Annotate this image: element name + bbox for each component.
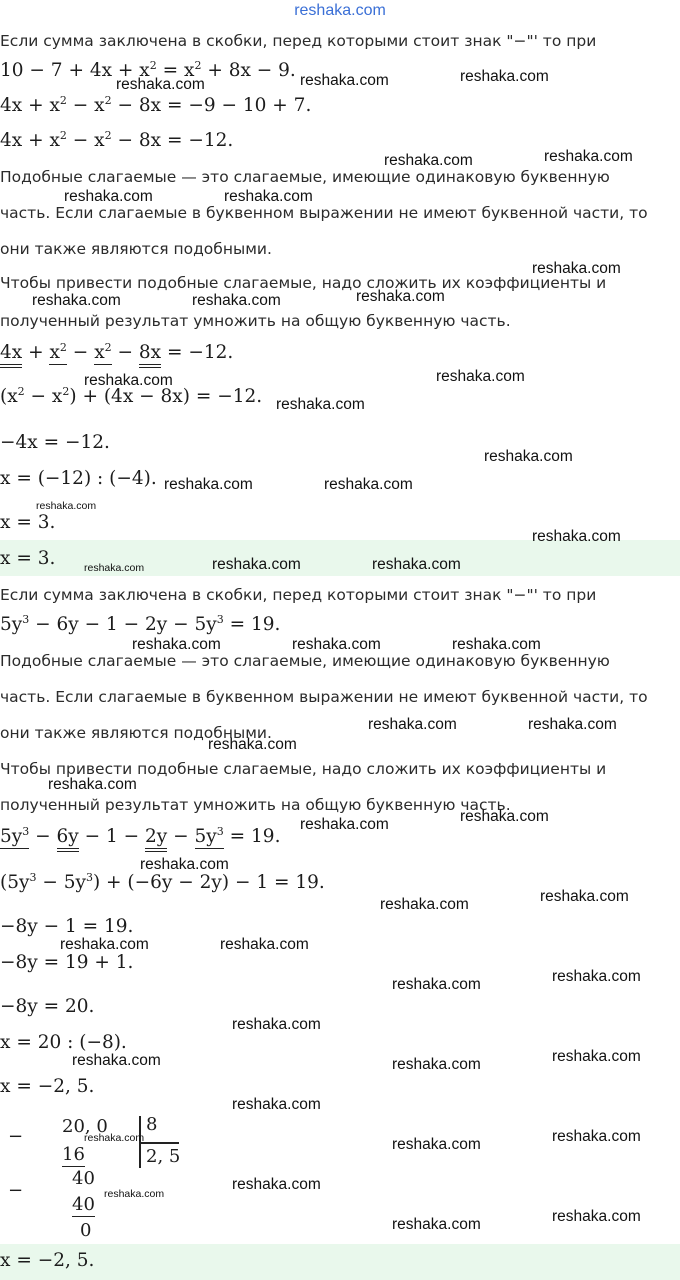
site-header-link[interactable]: reshaka.com	[294, 2, 386, 19]
watermark: reshaka.com	[452, 636, 541, 653]
similar-terms2-text-3: они также являются подобными.	[0, 724, 272, 742]
watermark: reshaka.com	[212, 556, 301, 573]
watermark: reshaka.com	[220, 936, 309, 953]
similar-terms-text-2: часть. Если слагаемые в буквенном выражении не имеют буквенной части, то	[0, 204, 648, 222]
watermark: reshaka.com	[104, 1188, 165, 1200]
step2-line-5: x = −2, 5.	[0, 1076, 95, 1097]
similar-terms2-text-1: Подобные слагаемые — это слагаемые, имеющие одинаковую буквенную	[0, 652, 610, 670]
watermark: reshaka.com	[140, 856, 229, 873]
watermark: reshaka.com	[224, 188, 313, 205]
watermark: reshaka.com	[460, 808, 549, 825]
step2-line-2: −8y = 19 + 1.	[0, 952, 134, 973]
watermark: reshaka.com	[300, 816, 389, 833]
watermark: reshaka.com	[36, 500, 97, 512]
watermark: reshaka.com	[324, 476, 413, 493]
watermark: reshaka.com	[384, 152, 473, 169]
watermark: reshaka.com	[84, 1132, 145, 1144]
watermark: reshaka.com	[60, 936, 149, 953]
equation2-line-1: $5y^3 - 6y - 1 - 2y - 5y^3 = 19$.	[0, 613, 281, 635]
division-minus-2: −	[8, 1180, 24, 1201]
underlined-equation: $4x + x^2 - x^2 - 8x = -12$.	[0, 342, 233, 363]
watermark: reshaka.com	[116, 76, 205, 93]
equation-line-3: $4x + x^2 - x^2 - 8x = -12$.	[0, 129, 234, 151]
step2-line-1: −8y − 1 = 19.	[0, 916, 134, 937]
watermark: reshaka.com	[484, 448, 573, 465]
underlined-equation-2: $5y^3 - 6y - 1 - 2y - 5y^3 = 19$.	[0, 826, 280, 847]
watermark: reshaka.com	[460, 68, 549, 85]
bring-terms-text-1: Чтобы привести подобные слагаемые, надо сложить их коэффициенты и	[0, 274, 607, 292]
division-divisor: 8	[146, 1114, 158, 1135]
division-divisor-line	[139, 1142, 179, 1144]
watermark: reshaka.com	[368, 716, 457, 733]
watermark: reshaka.com	[552, 1208, 641, 1225]
similar-terms2-text-2: часть. Если слагаемые в буквенном выражении не имеют буквенной части, то	[0, 688, 648, 706]
watermark: reshaka.com	[552, 1128, 641, 1145]
watermark: reshaka.com	[72, 1052, 161, 1069]
watermark: reshaka.com	[84, 372, 173, 389]
watermark: reshaka.com	[532, 528, 621, 545]
watermark: reshaka.com	[436, 368, 525, 385]
watermark: reshaka.com	[552, 1048, 641, 1065]
watermark: reshaka.com	[392, 1216, 481, 1233]
rule-intro-text-2: Если сумма заключена в скобки, перед которыми стоит знак "−"' то при	[0, 586, 597, 604]
answer-2: x = −2, 5.	[0, 1250, 95, 1271]
watermark: reshaka.com	[380, 896, 469, 913]
division-quotient: 2, 5	[146, 1146, 181, 1167]
watermark: reshaka.com	[232, 1016, 321, 1033]
watermark: reshaka.com	[292, 636, 381, 653]
answer-band-2	[0, 1244, 680, 1280]
step-line-2: x = (−12) : (−4).	[0, 468, 157, 489]
watermark: reshaka.com	[392, 976, 481, 993]
division-subtrahend-1: 16	[62, 1144, 85, 1165]
rule-intro-text: Если сумма заключена в скобки, перед которыми стоит знак "−"' то при	[0, 32, 597, 50]
watermark: reshaka.com	[392, 1136, 481, 1153]
equation-line-1: $10 - 7 + 4x + x^2 = x^2 + 8x - 9$.	[0, 59, 296, 81]
watermark: reshaka.com	[48, 776, 137, 793]
watermark: reshaka.com	[372, 556, 461, 573]
watermark: reshaka.com	[540, 888, 629, 905]
watermark: reshaka.com	[64, 188, 153, 205]
watermark: reshaka.com	[276, 396, 365, 413]
watermark: reshaka.com	[356, 288, 445, 305]
division-minus-1: −	[8, 1126, 24, 1147]
watermark: reshaka.com	[232, 1176, 321, 1193]
step2-line-3: −8y = 20.	[0, 996, 95, 1017]
bring-terms2-text-2: полученный результат умножить на общую буквенную часть.	[0, 796, 511, 814]
watermark: reshaka.com	[164, 476, 253, 493]
division-subtrahend-2: 40	[72, 1194, 95, 1215]
watermark: reshaka.com	[544, 148, 633, 165]
watermark: reshaka.com	[132, 636, 221, 653]
bring-terms2-text-1: Чтобы привести подобные слагаемые, надо сложить их коэффициенты и	[0, 760, 607, 778]
similar-terms-text-3: они также являются подобными.	[0, 240, 272, 258]
watermark: reshaka.com	[300, 72, 389, 89]
grouped-equation: $(x^2 - x^2) + (4x - 8x) = -12$.	[0, 385, 263, 407]
bring-terms-text-2: полученный результат умножить на общую буквенную часть.	[0, 312, 511, 330]
division-remainder-2: 0	[80, 1220, 92, 1241]
watermark: reshaka.com	[532, 260, 621, 277]
step2-line-4: x = 20 : (−8).	[0, 1032, 127, 1053]
similar-terms-text-1: Подобные слагаемые — это слагаемые, имеющие одинаковую буквенную	[0, 168, 610, 186]
watermark: reshaka.com	[528, 716, 617, 733]
step-line-1: −4x = −12.	[0, 432, 110, 453]
watermark: reshaka.com	[208, 736, 297, 753]
watermark: reshaka.com	[84, 562, 145, 574]
watermark: reshaka.com	[232, 1096, 321, 1113]
division-dividend: 20, 0	[62, 1116, 108, 1137]
grouped-equation-2: $(5y^3 - 5y^3) + (-6y - 2y) - 1 = 19$.	[0, 871, 325, 893]
answer-1: x = 3.	[0, 548, 56, 569]
watermark: reshaka.com	[392, 1056, 481, 1073]
watermark: reshaka.com	[32, 292, 121, 309]
equation-line-2: $4x + x^2 - x^2 - 8x = -9 - 10 + 7$.	[0, 94, 312, 116]
watermark: reshaka.com	[192, 292, 281, 309]
step-line-3: x = 3.	[0, 512, 56, 533]
division-remainder-1: 40	[72, 1168, 95, 1189]
watermark: reshaka.com	[552, 968, 641, 985]
